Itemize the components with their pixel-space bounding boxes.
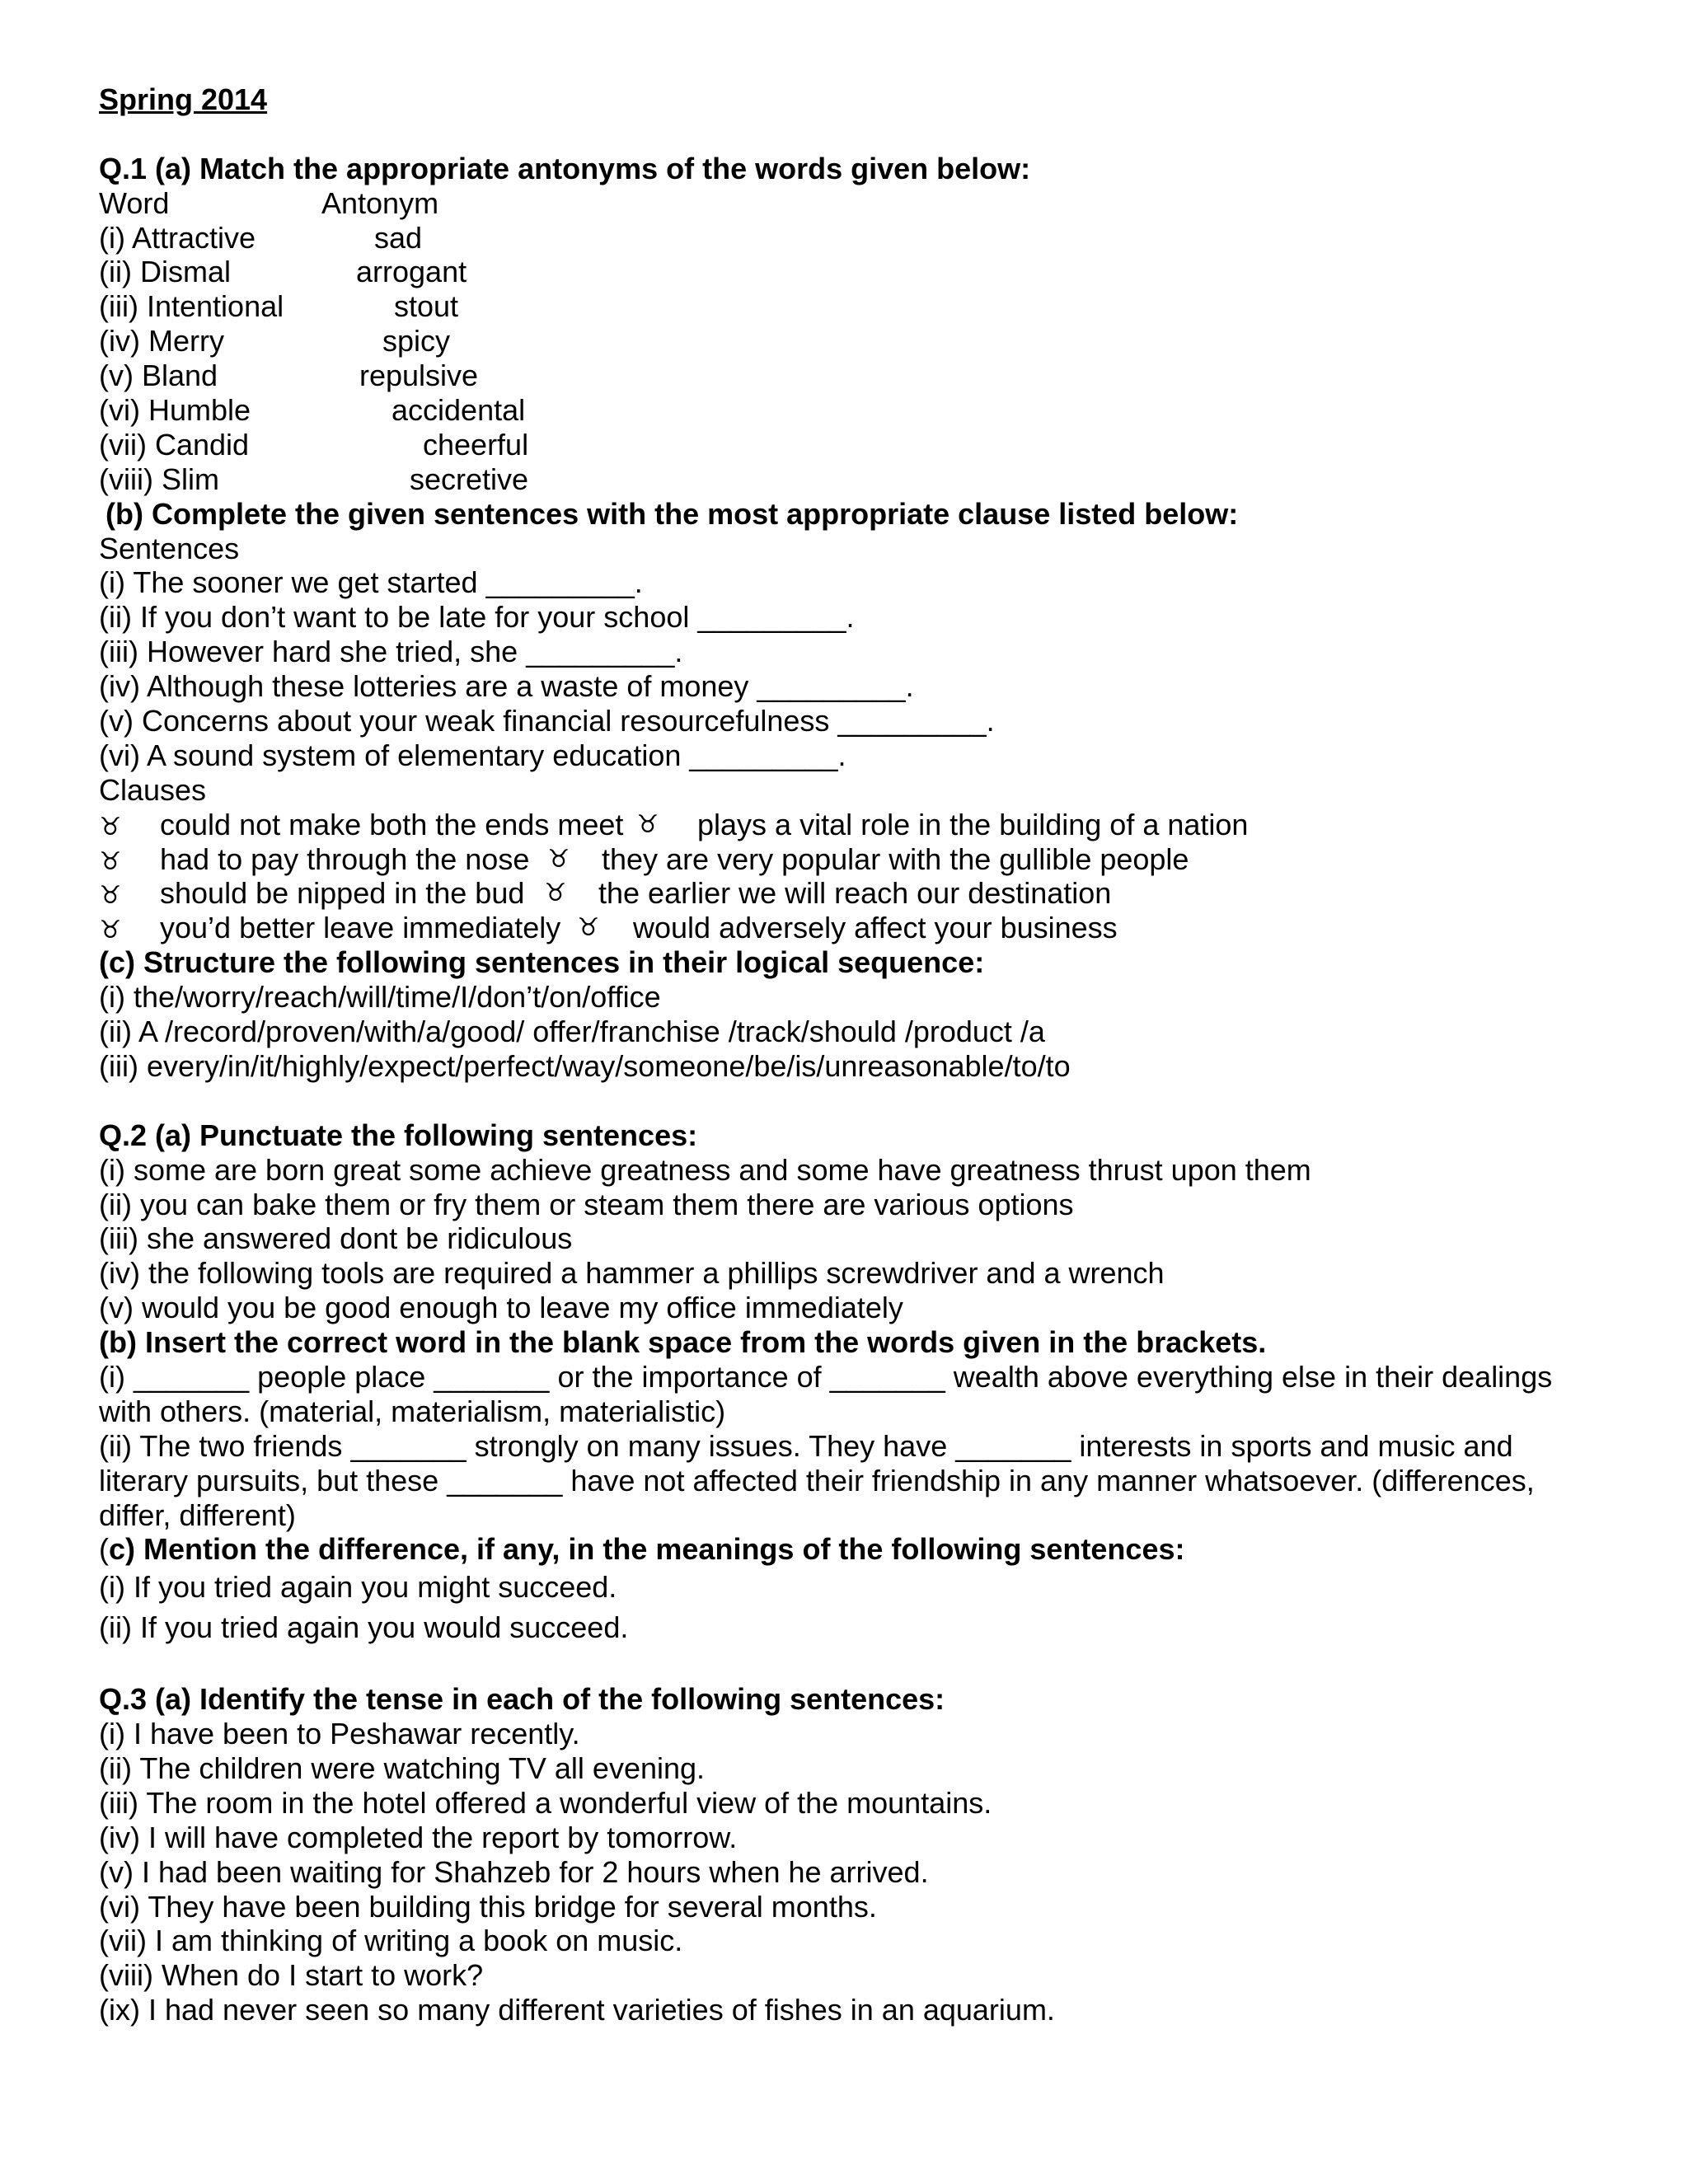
bullet-icon: ♉: [636, 809, 659, 839]
page-title: Spring 2014: [99, 82, 268, 116]
word-cell: (v) Bland: [99, 359, 218, 393]
sentence-item: (i) The sooner we get started _________.: [99, 565, 643, 600]
q2c-prefix: (: [99, 1532, 109, 1567]
q2b-heading: (b) Insert the correct word in the blank space from the words given in the brackets.: [99, 1325, 1267, 1360]
sentence-item: (iii) However hard she tried, she _________.: [99, 635, 683, 669]
bullet-icon: ♉: [577, 913, 600, 943]
clause-item: could not make both the ends meet: [160, 807, 624, 841]
q1b-heading: (b) Complete the given sentences with the most appropriate clause listed below:: [106, 496, 1239, 531]
clause-item: they are very popular with the gullible people: [602, 841, 1189, 876]
antonym-row: [99, 221, 1599, 255]
sentence-item: (vi) A sound system of elementary education _________.: [99, 738, 846, 772]
sequence-item: (ii) A /record/proven/with/a/good/ offer/franchise /track/should /product /a: [99, 1015, 1045, 1049]
antonym-cell: repulsive: [359, 359, 479, 393]
antonym-row: [99, 289, 1599, 324]
antonym-row: [99, 393, 1599, 428]
clause-item: the earlier we will reach our destination: [598, 876, 1112, 911]
clause-item: had to pay through the nose: [160, 841, 530, 876]
tense-item: (i) I have been to Peshawar recently.: [99, 1717, 580, 1751]
word-cell: (vii) Candid: [99, 427, 250, 462]
sequence-item: (iii) every/in/it/highly/expect/perfect/way/someone/be/is/unreasonable/to/to: [99, 1048, 1071, 1083]
word-cell: (viii) Slim: [99, 462, 219, 496]
clause-row: [99, 808, 1599, 842]
tense-item: (v) I had been waiting for Shahzeb for 2 hours when he arrived.: [99, 1854, 929, 1889]
col-word-label: Word: [99, 185, 170, 220]
sentences-label: Sentences: [99, 531, 240, 565]
clauses-label: Clauses: [99, 772, 207, 807]
punctuate-item: (iv) the following tools are required a hammer a phillips screwdriver and a wrench: [99, 1256, 1165, 1291]
fill-blank-line: literary pursuits, but these _______ have not affected their friendship in any manner whatsoever. (differences,: [99, 1463, 1535, 1497]
clause-item: you’d better leave immediately: [160, 911, 561, 945]
q2c-heading: c) Mention the difference, if any, in the meanings of the following sentences:: [109, 1532, 1185, 1567]
tense-item: (ix) I had never seen so many different varieties of fishes in an aquarium.: [99, 1993, 1055, 2027]
punctuate-item: (iii) she answered dont be ridiculous: [99, 1221, 573, 1256]
tense-item: (vi) They have been building this bridge for several months.: [99, 1889, 877, 1924]
antonym-cell: stout: [394, 289, 459, 324]
word-cell: (i) Attractive: [99, 220, 256, 255]
bullet-icon: ♉: [99, 846, 122, 876]
clause-row: [99, 911, 1599, 945]
clause-item: would adversely affect your business: [633, 911, 1118, 945]
antonym-cell: spicy: [382, 324, 451, 359]
bullet-icon: ♉: [544, 879, 567, 908]
sentence-item: (ii) If you don’t want to be late for your school _________.: [99, 600, 855, 635]
punctuate-item: (i) some are born great some achieve greatness and some have greatness thrust upon them: [99, 1152, 1311, 1187]
tense-item: (vii) I am thinking of writing a book on music.: [99, 1924, 683, 1958]
antonym-cell: cheerful: [423, 427, 529, 462]
q2c-heading-row: [99, 1532, 1599, 1567]
antonym-row: [99, 428, 1599, 462]
tense-item: (viii) When do I start to work?: [99, 1958, 484, 1993]
bullet-icon: ♉: [99, 812, 122, 841]
meaning-item: (ii) If you tried again you would succeed.: [99, 1610, 629, 1645]
antonym-cell: arrogant: [356, 255, 467, 289]
word-cell: (iii) Intentional: [99, 289, 284, 324]
bullet-icon: ♉: [99, 881, 122, 911]
sentence-item: (v) Concerns about your weak financial resourcefulness _________.: [99, 704, 995, 738]
fill-blank-line: with others. (material, materialism, materialistic): [99, 1394, 726, 1428]
q2a-heading: Q.2 (a) Punctuate the following sentences:: [99, 1118, 698, 1152]
bullet-icon: ♉: [547, 844, 570, 874]
word-cell: (iv) Merry: [99, 324, 224, 359]
fill-blank-line: differ, different): [99, 1497, 296, 1532]
word-cell: (vi) Humble: [99, 393, 251, 428]
q1a-heading: Q.1 (a) Match the appropriate antonyms of the words given below:: [99, 151, 1031, 185]
antonym-row: [99, 324, 1599, 359]
antonym-table-header: [99, 186, 1599, 221]
tense-item: (iv) I will have completed the report by tomorrow.: [99, 1820, 738, 1854]
clause-item: plays a vital role in the building of a nation: [697, 807, 1249, 841]
clause-row: [99, 842, 1599, 877]
antonym-cell: secretive: [410, 462, 529, 496]
document-page: [99, 82, 1599, 2027]
antonym-row: [99, 359, 1599, 393]
meaning-item: (i) If you tried again you might succeed.: [99, 1570, 617, 1605]
word-cell: (ii) Dismal: [99, 255, 231, 289]
antonym-cell: sad: [374, 220, 423, 255]
clause-row: [99, 876, 1599, 911]
fill-blank-line: (i) _______ people place _______ or the importance of _______ wealth above everything else in their dealings: [99, 1359, 1553, 1394]
clause-item: should be nipped in the bud: [160, 876, 525, 911]
tense-item: (iii) The room in the hotel offered a wonderful view of the mountains.: [99, 1785, 992, 1820]
sequence-item: (i) the/worry/reach/will/time/I/don’t/on/office: [99, 980, 661, 1015]
tense-item: (ii) The children were watching TV all evening.: [99, 1750, 706, 1785]
punctuate-item: (ii) you can bake them or fry them or steam them there are various options: [99, 1187, 1074, 1221]
fill-blank-line: (ii) The two friends _______ strongly on many issues. They have _______ interests in sports and music and: [99, 1428, 1513, 1463]
q3a-heading: Q.3 (a) Identify the tense in each of the following sentences:: [99, 1682, 945, 1717]
sentence-item: (iv) Although these lotteries are a waste of money _________.: [99, 669, 914, 704]
punctuate-item: (v) would you be good enough to leave my office immediately: [99, 1291, 903, 1325]
col-antonym-label: Antonym: [321, 185, 439, 220]
q1c-heading: (c) Structure the following sentences in their logical sequence:: [99, 945, 985, 980]
antonym-cell: accidental: [392, 393, 526, 428]
antonym-row: [99, 255, 1599, 289]
antonym-row: [99, 462, 1599, 497]
bullet-icon: ♉: [99, 916, 122, 945]
